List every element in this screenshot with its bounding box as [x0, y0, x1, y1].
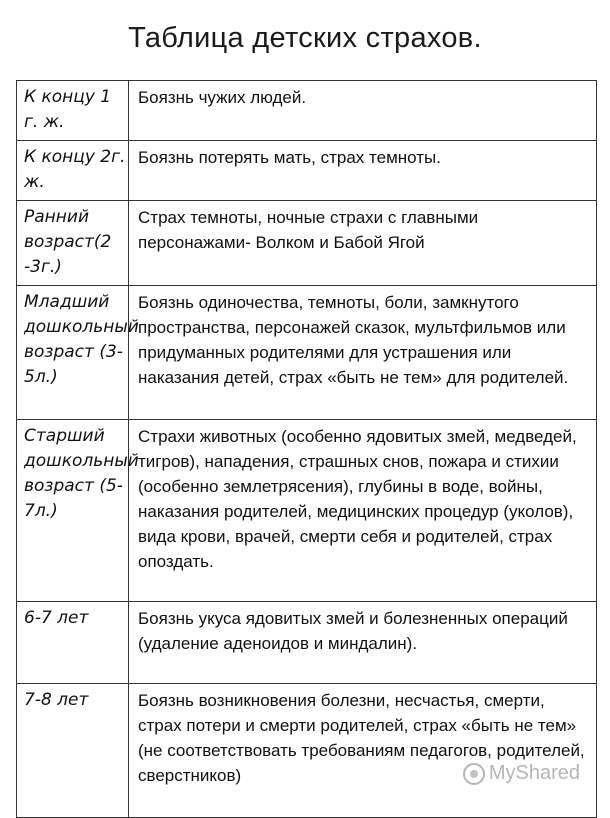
- age-cell: К концу 1 г. ж.: [17, 81, 129, 141]
- age-cell: Младший дошкольный возраст (3-5л.): [17, 286, 129, 420]
- age-cell: Старший дошкольный возраст (5-7л.): [17, 420, 129, 602]
- fears-cell: Страхи животных (особенно ядовитых змей, медведей, тигров), нападения, страшных снов, пожара и стихии (особенно землетрясения), глубины в воде, войны, наказания родителей, медицинских процедур (уколов), вида крови, врачей, смерти себя и родителей, страх опоздать.: [129, 420, 597, 602]
- watermark-text: MyShared: [488, 762, 580, 784]
- fears-cell: Боязнь потерять мать, страх темноты.: [129, 141, 597, 201]
- age-cell: 6-7 лет: [17, 602, 129, 684]
- fears-cell: Боязнь возникновения болезни, несчастья, смерти, страх потери и смерти родителей, страх «быть не тем» (не соответствовать требованиям педагогов, родителей, сверстников): [129, 684, 597, 818]
- fears-cell: Страх темноты, ночные страхи с главными персонажами- Волком и Бабой Ягой: [129, 201, 597, 286]
- table-row: [17, 684, 597, 818]
- myshared-logo-icon: [463, 763, 485, 785]
- table-row: [17, 201, 597, 286]
- table-row: [17, 286, 597, 420]
- age-cell: 7-8 лет: [17, 684, 129, 818]
- watermark: [463, 762, 580, 785]
- age-cell: Ранний возраст(2 -3г.): [17, 201, 129, 286]
- fears-cell: Боязнь чужих людей.: [129, 81, 597, 141]
- table-row: [17, 141, 597, 201]
- fears-cell: Боязнь одиночества, темноты, боли, замкнутого пространства, персонажей сказок, мультфильмов или придуманных родителями для устрашения или наказания детей, страх «быть не тем» для родителей.: [129, 286, 597, 420]
- table-row: [17, 602, 597, 684]
- table-row: [17, 420, 597, 602]
- page-title: Таблица детских страхов.: [128, 22, 482, 54]
- fears-cell: Боязнь укуса ядовитых змей и болезненных операций (удаление аденоидов и миндалин).: [129, 602, 597, 684]
- table-row: [17, 81, 597, 141]
- fears-table: [16, 80, 597, 818]
- age-cell: К концу 2г. ж.: [17, 141, 129, 201]
